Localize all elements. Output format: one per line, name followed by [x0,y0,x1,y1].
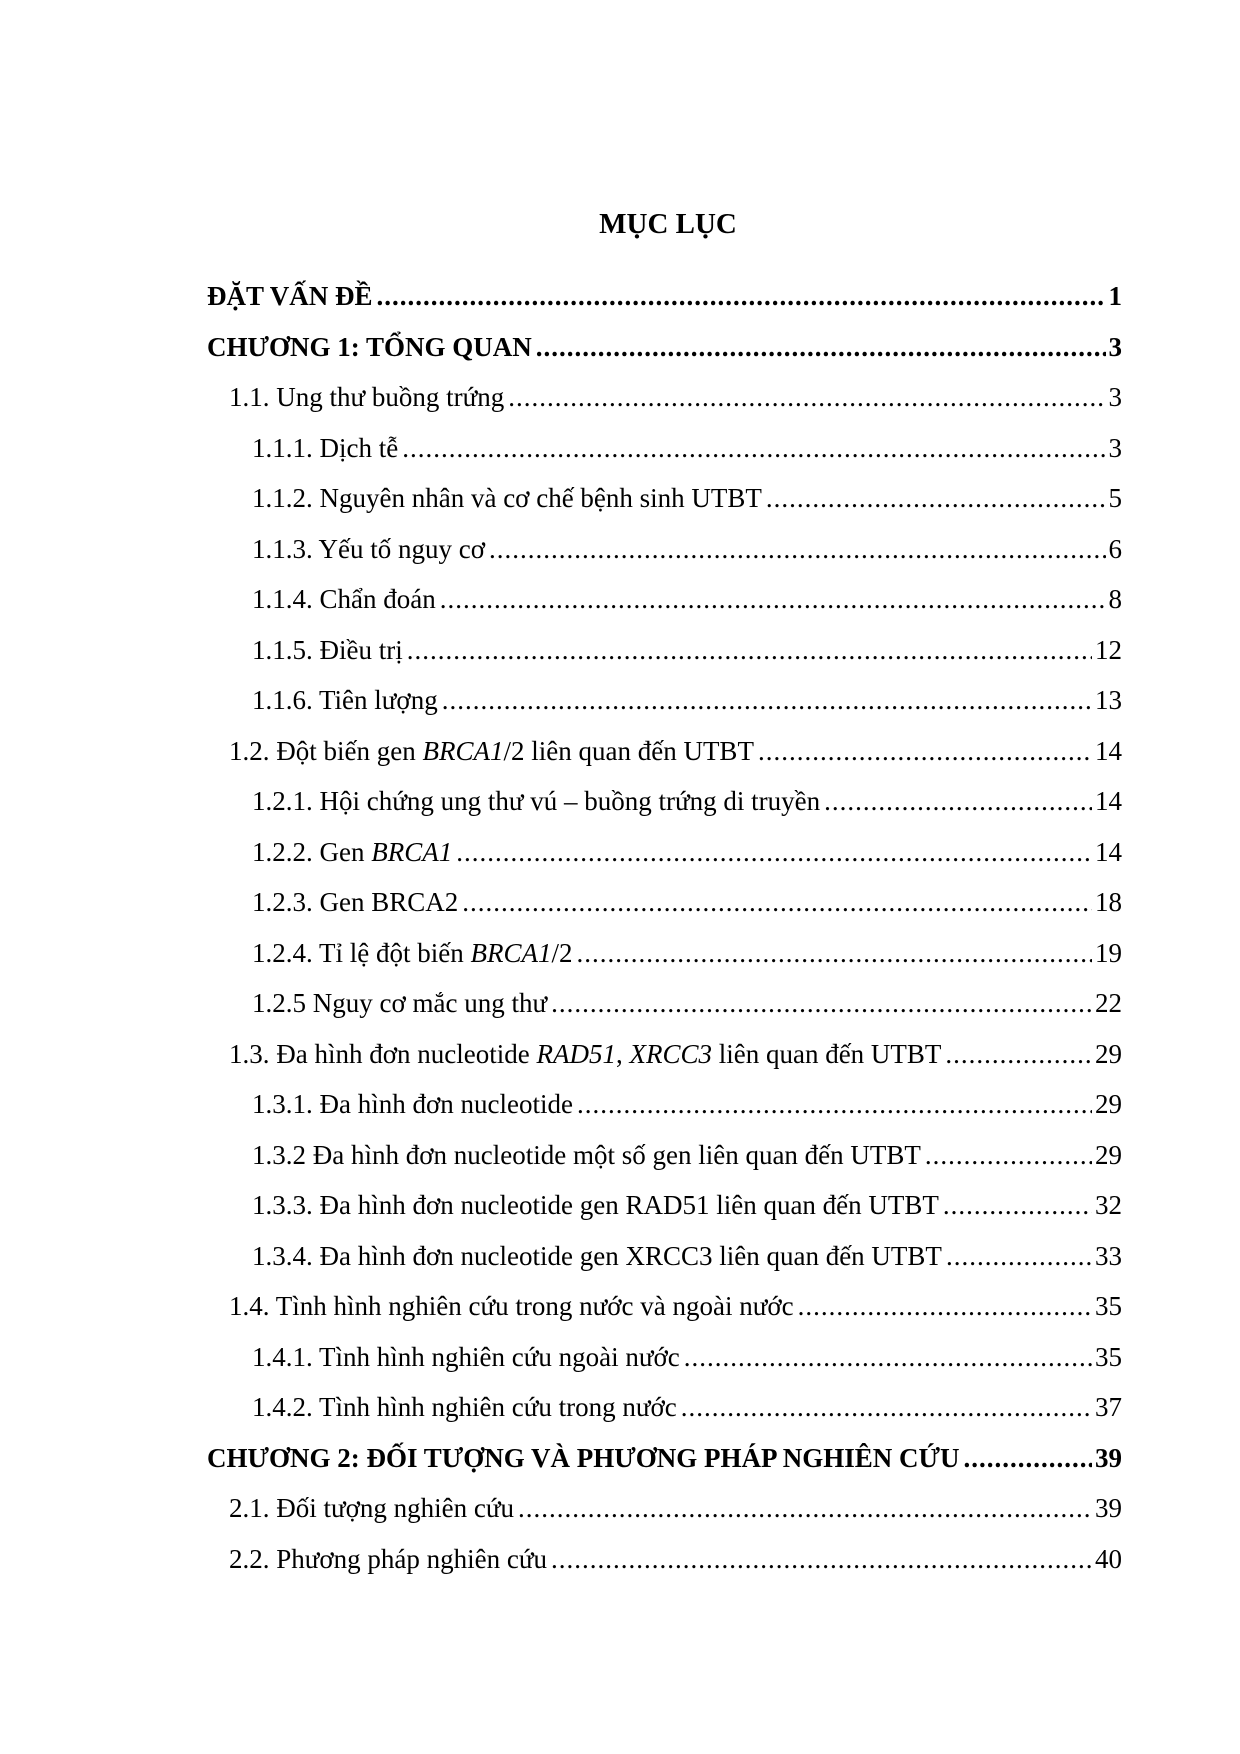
toc-leader-dots [681,1382,1092,1433]
toc-entry[interactable] [207,1534,1122,1585]
toc-page-number: 29 [1095,1038,1122,1069]
toc-leader-dots [943,1180,1092,1231]
toc-entry-label [252,1180,939,1231]
toc-entry[interactable] [207,574,1122,625]
toc-page-number: 35 [1095,1341,1122,1372]
toc-entry-text: 1.3.3. Đa hình đơn nucleotide gen RAD51 liên quan đến UTBT [252,1190,939,1220]
toc-entry[interactable] [207,1079,1122,1130]
toc-entry[interactable] [207,1180,1122,1231]
toc-entry[interactable] [207,322,1122,373]
toc-leader-dots [440,574,1106,625]
toc-page-number: 3 [1108,331,1122,362]
toc-entry[interactable] [207,978,1122,1029]
toc-page-number: 14 [1095,786,1122,816]
toc-entry-label [252,524,485,575]
toc-entry-text: CHƯƠNG 1: TỔNG QUAN [207,331,532,362]
toc-entry-label [207,1433,960,1484]
toc-page-number: 8 [1108,584,1122,614]
toc-entry-label [252,776,820,827]
toc-page-number: 5 [1108,483,1122,513]
toc-entry-text: 1.1.4. Chẩn đoán [252,584,436,614]
toc-entry[interactable] [207,625,1122,676]
toc-entry[interactable] [207,1130,1122,1181]
toc-leader-dots [577,928,1093,979]
toc-entry-label [252,1231,942,1282]
toc-entry-text: , [615,1038,630,1069]
toc-entry-text: 1.1.3. Yếu tố nguy cơ [252,533,485,564]
toc-page-number: 39 [1095,1442,1122,1473]
toc-entry[interactable] [207,726,1122,777]
toc-entry-text: 1.1.2. Nguyên nhân và cơ chế bệnh sinh UTBT [252,483,762,513]
toc-entry-text: 1.1. Ung thư buồng trứng [229,382,505,412]
toc-page-number: 14 [1095,735,1122,766]
toc-entry-gene-name: BRCA1 [371,836,453,867]
toc-entry[interactable] [207,473,1122,524]
toc-entry-label [252,675,438,726]
toc-entry-text: 1.1.1. Dịch tễ [252,432,399,463]
toc-entry[interactable] [207,372,1122,423]
toc-list [207,271,1122,1584]
toc-leader-dots [577,1079,1092,1130]
toc-entry-label [229,1483,514,1534]
toc-entry-text: 1.1.6. Tiên lượng [252,685,438,715]
toc-entry-text: /2 [551,937,573,968]
toc-entry-label [252,827,452,878]
toc-entry-label [252,1332,680,1383]
toc-entry-text: 1.2.5 Nguy cơ mắc ung thư [252,988,548,1018]
toc-entry-text: 2.2. Phương pháp nghiên cứu [229,1543,548,1574]
toc-page-number: 39 [1095,1493,1122,1523]
toc-entry-gene-name: RAD51 [536,1038,616,1069]
toc-page-number: 13 [1095,685,1122,715]
toc-page-number: 18 [1095,887,1122,917]
toc-leader-dots [551,978,1092,1029]
toc-leader-dots [758,726,1092,777]
toc-entry-text: liên quan đến UTBT [711,1038,942,1069]
toc-entry-label [252,1382,677,1433]
toc-entry-text: 1.4.2. Tình hình nghiên cứu trong nước [252,1392,677,1422]
toc-leader-dots [925,1130,1092,1181]
toc-leader-dots [518,1483,1092,1534]
toc-entry-label [252,574,436,625]
toc-page-number: 32 [1095,1190,1122,1220]
toc-entry-text: 1.4. Tình hình nghiên cứu trong nước và ngoài nước [229,1291,794,1321]
toc-entry-label [229,726,754,777]
toc-leader-dots [462,877,1092,928]
toc-leader-dots [551,1534,1092,1585]
toc-entry-label [252,978,547,1029]
toc-entry-text: 1.2.3. Gen BRCA2 [252,887,459,917]
toc-leader-dots [407,625,1092,676]
toc-entry-text: 1.3.1. Đa hình đơn nucleotide [252,1089,573,1119]
toc-entry[interactable] [207,1332,1122,1383]
toc-leader-dots [536,322,1106,373]
toc-entry-text: 1.1.5. Điều trị [252,634,403,665]
toc-entry-text: 1.2.2. Gen [252,836,372,867]
toc-leader-dots [402,423,1105,474]
toc-leader-dots [456,827,1092,878]
toc-page-number: 14 [1095,836,1122,867]
toc-entry-label [229,372,504,423]
toc-title: MỤC LỤC [599,208,737,240]
toc-entry-label [207,322,532,373]
toc-entry-text: CHƯƠNG 2: ĐỐI TƯỢNG VÀ PHƯƠNG PHÁP NGHIÊN CỨU [207,1442,960,1473]
toc-entry-text: 1.3.4. Đa hình đơn nucleotide gen XRCC3 liên quan đến UTBT [252,1240,942,1271]
toc-page-number: 3 [1108,382,1122,412]
toc-page-number: 19 [1095,937,1122,968]
toc-page-number: 40 [1095,1543,1122,1574]
toc-leader-dots [798,1281,1092,1332]
toc-leader-dots [766,473,1106,524]
toc-entry-label [252,625,403,676]
toc-entry[interactable] [207,776,1122,827]
toc-leader-dots [946,1231,1092,1282]
toc-entry-label [252,423,398,474]
toc-page-number: 33 [1095,1240,1122,1271]
toc-entry-label [252,1079,573,1130]
toc-entry-label [229,1534,547,1585]
toc-entry[interactable] [207,1231,1122,1282]
toc-leader-dots [442,675,1092,726]
toc-entry-text: 1.4.1. Tình hình nghiên cứu ngoài nước [252,1341,680,1372]
toc-page-number: 22 [1095,988,1122,1018]
toc-entry-label [252,1130,921,1181]
toc-entry-label [229,1281,794,1332]
toc-entry-gene-name: BRCA1 [470,937,552,968]
toc-page-number: 6 [1108,533,1122,564]
toc-entry-text: /2 liên quan đến UTBT [503,735,754,766]
toc-entry[interactable] [207,877,1122,928]
toc-entry[interactable] [207,928,1122,979]
toc-entry[interactable] [207,1483,1122,1534]
toc-entry-text: 1.3.2 Đa hình đơn nucleotide một số gen liên quan đến UTBT [252,1139,921,1170]
toc-entry-label [252,877,458,928]
toc-page-number: 12 [1095,634,1122,665]
toc-leader-dots [964,1433,1093,1484]
toc-entry-text: 1.2. Đột biến gen [229,735,423,766]
toc-entry[interactable] [207,524,1122,575]
toc-leader-dots [945,1029,1092,1080]
toc-entry-text: 1.2.1. Hội chứng ung thư vú – buồng trứng di truyền [252,786,821,816]
toc-entry-text: 1.3. Đa hình đơn nucleotide [229,1038,537,1069]
toc-entry[interactable] [207,271,1122,322]
toc-entry-label [207,271,373,322]
toc-page-number: 37 [1095,1392,1122,1422]
toc-entry-label [229,1029,941,1080]
toc-page-number: 35 [1095,1291,1122,1321]
toc-entry[interactable] [207,1382,1122,1433]
toc-entry[interactable] [207,1029,1122,1080]
toc-entry-label [252,473,762,524]
toc-leader-dots [508,372,1105,423]
toc-entry[interactable] [207,423,1122,474]
toc-entry-gene-name: BRCA1 [422,735,504,766]
toc-leader-dots [684,1332,1092,1383]
toc-entry[interactable] [207,1433,1122,1484]
toc-entry[interactable] [207,827,1122,878]
toc-entry-gene-name: XRCC3 [629,1038,712,1069]
toc-entry-text: ĐẶT VẤN ĐỀ [207,281,373,311]
toc-page-number: 29 [1095,1139,1122,1170]
toc-entry[interactable] [207,675,1122,726]
toc-leader-dots [377,271,1106,322]
toc-entry-text: 2.1. Đối tượng nghiên cứu [229,1493,515,1523]
toc-entry[interactable] [207,1281,1122,1332]
toc-page-number: 29 [1095,1089,1122,1119]
toc-page-number: 1 [1108,281,1122,311]
toc-leader-dots [489,524,1106,575]
toc-entry-label [252,928,573,979]
toc-entry-text: 1.2.4. Tỉ lệ đột biến [252,937,471,968]
toc-leader-dots [824,776,1092,827]
toc-page-number: 3 [1108,432,1122,463]
